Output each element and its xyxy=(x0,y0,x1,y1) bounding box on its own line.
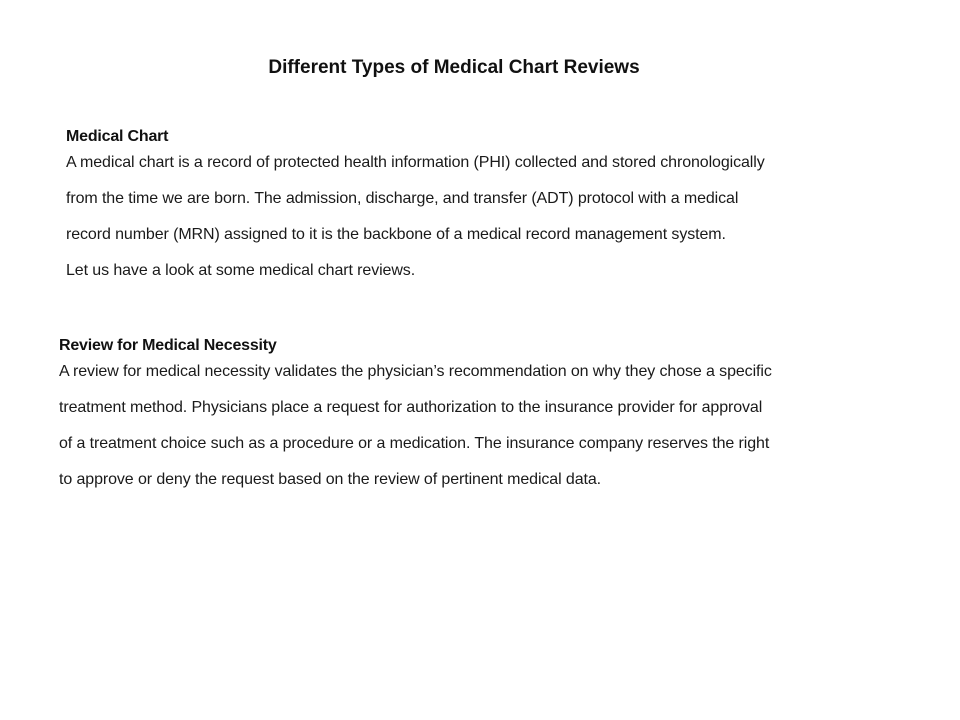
page-title: Different Types of Medical Chart Reviews xyxy=(268,57,640,78)
section-medical-chart xyxy=(66,127,896,289)
paragraph-line: A review for medical necessity validates the physician’s recommendation on why they chose a specific xyxy=(59,363,772,380)
section-heading: Review for Medical Necessity xyxy=(59,337,277,354)
paragraph-line: record number (MRN) assigned to it is the backbone of a medical record management system. xyxy=(66,226,726,243)
section-paragraph xyxy=(59,354,899,498)
paragraph-line: to approve or deny the request based on the review of pertinent medical data. xyxy=(59,471,601,488)
paragraph-line: treatment method. Physicians place a request for authorization to the insurance provider for approval xyxy=(59,399,763,416)
section-review-medical-necessity xyxy=(59,336,899,498)
paragraph-line: of a treatment choice such as a procedure or a medication. The insurance company reserves the right xyxy=(59,435,770,452)
paragraph-line: A medical chart is a record of protected health information (PHI) collected and stored chronologically xyxy=(66,154,765,171)
paragraph-line: from the time we are born. The admission, discharge, and transfer (ADT) protocol with a medical xyxy=(66,190,739,207)
section-paragraph xyxy=(66,145,896,289)
section-heading: Medical Chart xyxy=(66,128,169,145)
paragraph-line: Let us have a look at some medical chart reviews. xyxy=(66,262,416,279)
